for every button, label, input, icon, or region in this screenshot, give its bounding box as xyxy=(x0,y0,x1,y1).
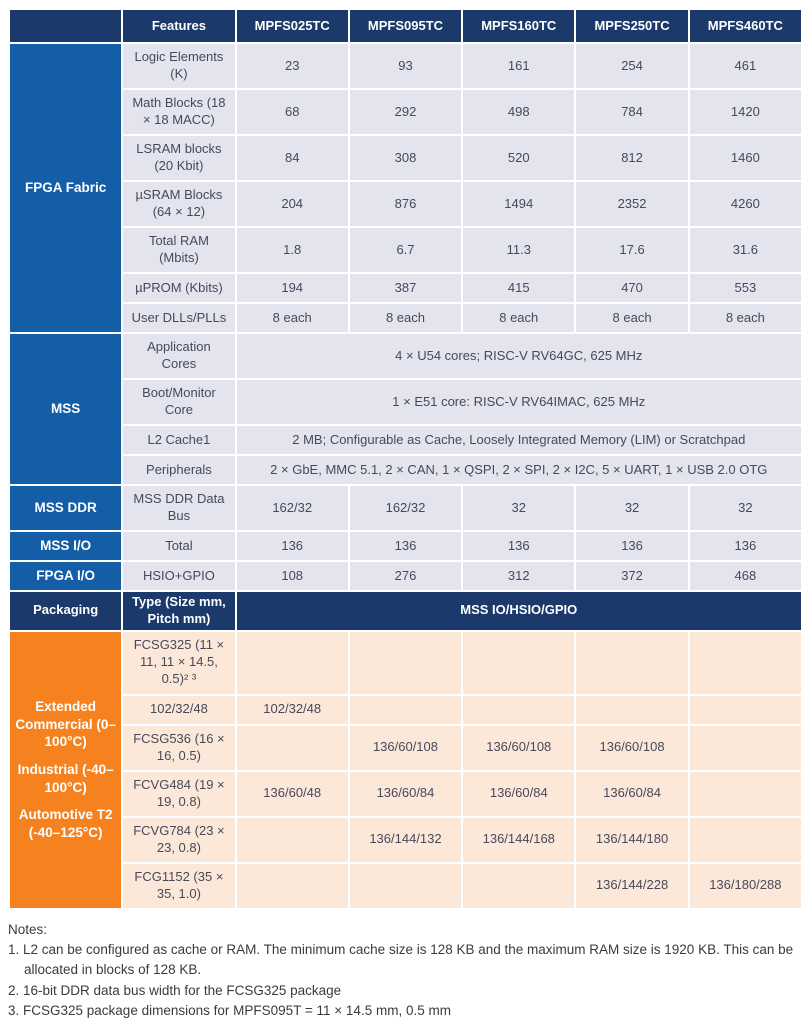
table-row xyxy=(9,43,802,89)
value-cell: 68 xyxy=(236,89,349,135)
temperature-grade: Industrial (-40–100°C) xyxy=(17,762,114,795)
package-value: 136/60/108 xyxy=(462,725,575,771)
table-row xyxy=(9,817,802,863)
package-value xyxy=(689,725,802,771)
value-cell: 4260 xyxy=(689,181,802,227)
value-cell: 468 xyxy=(689,561,802,591)
package-value xyxy=(349,863,462,909)
column-header-device: MPFS095TC xyxy=(349,9,462,43)
feature-label: Total xyxy=(122,531,235,561)
section-label-fpga-io: FPGA I/O xyxy=(9,561,122,591)
value-cell: 23 xyxy=(236,43,349,89)
table-row xyxy=(9,863,802,909)
table-row xyxy=(9,771,802,817)
section-label-mss-ddr: MSS DDR xyxy=(9,485,122,531)
package-value xyxy=(689,817,802,863)
value-cell: 136 xyxy=(689,531,802,561)
note-item: 3. FCSG325 package dimensions for MPFS095T = 11 × 14.5 mm, 0.5 mm xyxy=(8,1002,451,1018)
package-value xyxy=(236,725,349,771)
value-cell: 470 xyxy=(575,273,688,303)
mss-spanned-value: 1 × E51 core: RISC-V RV64IMAC, 625 MHz xyxy=(236,379,802,425)
value-cell: 32 xyxy=(689,485,802,531)
package-type: FCVG784 (23 × 23, 0.8) xyxy=(122,817,235,863)
package-value xyxy=(689,695,802,725)
feature-label: L2 Cache1 xyxy=(122,425,235,455)
value-cell: 415 xyxy=(462,273,575,303)
package-value: 136/60/84 xyxy=(349,771,462,817)
value-cell: 254 xyxy=(575,43,688,89)
value-cell: 553 xyxy=(689,273,802,303)
package-value xyxy=(689,771,802,817)
temperature-grade: Automotive T2 (-40–125°C) xyxy=(18,807,113,840)
package-value xyxy=(689,631,802,695)
table-row xyxy=(9,531,802,561)
value-cell: 32 xyxy=(462,485,575,531)
package-value xyxy=(349,631,462,695)
value-cell: 136 xyxy=(236,531,349,561)
package-io-header: MSS IO/HSIO/GPIO xyxy=(236,591,802,631)
value-cell: 812 xyxy=(575,135,688,181)
value-cell: 136 xyxy=(575,531,688,561)
value-cell: 2352 xyxy=(575,181,688,227)
section-label-mss-io: MSS I/O xyxy=(9,531,122,561)
value-cell: 162/32 xyxy=(349,485,462,531)
package-value: 136/60/108 xyxy=(349,725,462,771)
value-cell: 8 each xyxy=(689,303,802,333)
package-value: 102/32/48 xyxy=(236,695,349,725)
package-value: 136/144/132 xyxy=(349,817,462,863)
package-type: FCG1152 (35 × 35, 1.0) xyxy=(122,863,235,909)
value-cell: 161 xyxy=(462,43,575,89)
value-cell: 876 xyxy=(349,181,462,227)
section-label-fpga-fabric: FPGA Fabric xyxy=(9,43,122,333)
value-cell: 1.8 xyxy=(236,227,349,273)
value-cell: 6.7 xyxy=(349,227,462,273)
package-value xyxy=(236,817,349,863)
feature-label: LSRAM blocks (20 Kbit) xyxy=(122,135,235,181)
package-value xyxy=(462,863,575,909)
table-row xyxy=(9,135,802,181)
value-cell: 1494 xyxy=(462,181,575,227)
value-cell: 8 each xyxy=(349,303,462,333)
table-row xyxy=(9,379,802,425)
feature-label: Application Cores xyxy=(122,333,235,379)
column-header-device: MPFS160TC xyxy=(462,9,575,43)
value-cell: 8 each xyxy=(462,303,575,333)
package-value xyxy=(575,631,688,695)
package-value: 136/60/48 xyxy=(236,771,349,817)
value-cell: 8 each xyxy=(236,303,349,333)
feature-label: HSIO+GPIO xyxy=(122,561,235,591)
column-header-device: MPFS460TC xyxy=(689,9,802,43)
package-type: FCSG536 (16 × 16, 0.5) xyxy=(122,725,235,771)
package-value: 136/144/180 xyxy=(575,817,688,863)
column-header-features: Features xyxy=(122,9,235,43)
column-header-device: MPFS025TC xyxy=(236,9,349,43)
mss-spanned-value: 2 × GbE, MMC 5.1, 2 × CAN, 1 × QSPI, 2 × SPI, 2 × I2C, 5 × UART, 1 × USB 2.0 OTG xyxy=(236,455,802,485)
package-value xyxy=(462,695,575,725)
packaging-header-row xyxy=(9,591,802,631)
feature-label: Math Blocks (18 × 18 MACC) xyxy=(122,89,235,135)
feature-label: User DLLs/PLLs xyxy=(122,303,235,333)
package-value: 136/144/168 xyxy=(462,817,575,863)
table-row xyxy=(9,725,802,771)
table-row xyxy=(9,333,802,379)
value-cell: 784 xyxy=(575,89,688,135)
table-header-row xyxy=(9,9,802,43)
package-value: 136/60/84 xyxy=(462,771,575,817)
package-value: 136/60/108 xyxy=(575,725,688,771)
column-header-device: MPFS250TC xyxy=(575,9,688,43)
value-cell: 1420 xyxy=(689,89,802,135)
value-cell: 31.6 xyxy=(689,227,802,273)
value-cell: 292 xyxy=(349,89,462,135)
table-row xyxy=(9,425,802,455)
feature-label: µPROM (Kbits) xyxy=(122,273,235,303)
table-row xyxy=(9,631,802,695)
corner-cell xyxy=(9,9,122,43)
package-value: 136/180/288 xyxy=(689,863,802,909)
package-type-header: Type (Size mm, Pitch mm) xyxy=(122,591,235,631)
product-comparison-table xyxy=(8,8,803,910)
table-row xyxy=(9,181,802,227)
value-cell: 204 xyxy=(236,181,349,227)
value-cell: 17.6 xyxy=(575,227,688,273)
package-value xyxy=(236,863,349,909)
value-cell: 136 xyxy=(462,531,575,561)
mss-spanned-value: 2 MB; Configurable as Cache, Loosely Integrated Memory (LIM) or Scratchpad xyxy=(236,425,802,455)
value-cell: 162/32 xyxy=(236,485,349,531)
feature-label: MSS DDR Data Bus xyxy=(122,485,235,531)
feature-label: Total RAM (Mbits) xyxy=(122,227,235,273)
mss-spanned-value: 4 × U54 cores; RISC-V RV64GC, 625 MHz xyxy=(236,333,802,379)
value-cell: 84 xyxy=(236,135,349,181)
note-item: 1. L2 can be configured as cache or RAM. The minimum cache size is 128 KB and the maximum RAM size is 1920 KB. This can be allocated in blocks of 128 KB. xyxy=(8,942,794,978)
value-cell: 11.3 xyxy=(462,227,575,273)
table-row xyxy=(9,455,802,485)
package-type: FCVG484 (19 × 19, 0.8) xyxy=(122,771,235,817)
table-row xyxy=(9,303,802,333)
package-value: 136/144/228 xyxy=(575,863,688,909)
value-cell: 387 xyxy=(349,273,462,303)
package-value xyxy=(236,631,349,695)
temperature-grades-cell xyxy=(9,631,122,909)
feature-label: Peripherals xyxy=(122,455,235,485)
package-type: FCSG325 (11 × 11, 11 × 14.5, 0.5)² ³ xyxy=(122,631,235,695)
packaging-label: Packaging xyxy=(9,591,122,631)
table-row xyxy=(9,695,802,725)
value-cell: 372 xyxy=(575,561,688,591)
value-cell: 1460 xyxy=(689,135,802,181)
value-cell: 194 xyxy=(236,273,349,303)
table-row xyxy=(9,273,802,303)
feature-label: Logic Elements (K) xyxy=(122,43,235,89)
table-row xyxy=(9,227,802,273)
notes-title: Notes: xyxy=(8,921,48,937)
table-row xyxy=(9,89,802,135)
value-cell: 32 xyxy=(575,485,688,531)
value-cell: 461 xyxy=(689,43,802,89)
value-cell: 498 xyxy=(462,89,575,135)
value-cell: 520 xyxy=(462,135,575,181)
value-cell: 308 xyxy=(349,135,462,181)
package-type: 102/32/48 xyxy=(122,695,235,725)
package-value xyxy=(575,695,688,725)
package-value: 136/60/84 xyxy=(575,771,688,817)
feature-label: µSRAM Blocks (64 × 12) xyxy=(122,181,235,227)
value-cell: 8 each xyxy=(575,303,688,333)
note-item: 2. 16-bit DDR data bus width for the FCSG325 package xyxy=(8,982,342,998)
feature-label: Boot/Monitor Core xyxy=(122,379,235,425)
value-cell: 136 xyxy=(349,531,462,561)
value-cell: 276 xyxy=(349,561,462,591)
package-value xyxy=(462,631,575,695)
package-value xyxy=(349,695,462,725)
value-cell: 312 xyxy=(462,561,575,591)
table-row xyxy=(9,485,802,531)
value-cell: 93 xyxy=(349,43,462,89)
temperature-grade: Extended Commercial (0–100°C) xyxy=(15,699,116,750)
value-cell: 108 xyxy=(236,561,349,591)
section-label-mss: MSS xyxy=(9,333,122,485)
table-row xyxy=(9,561,802,591)
notes xyxy=(8,920,803,1021)
